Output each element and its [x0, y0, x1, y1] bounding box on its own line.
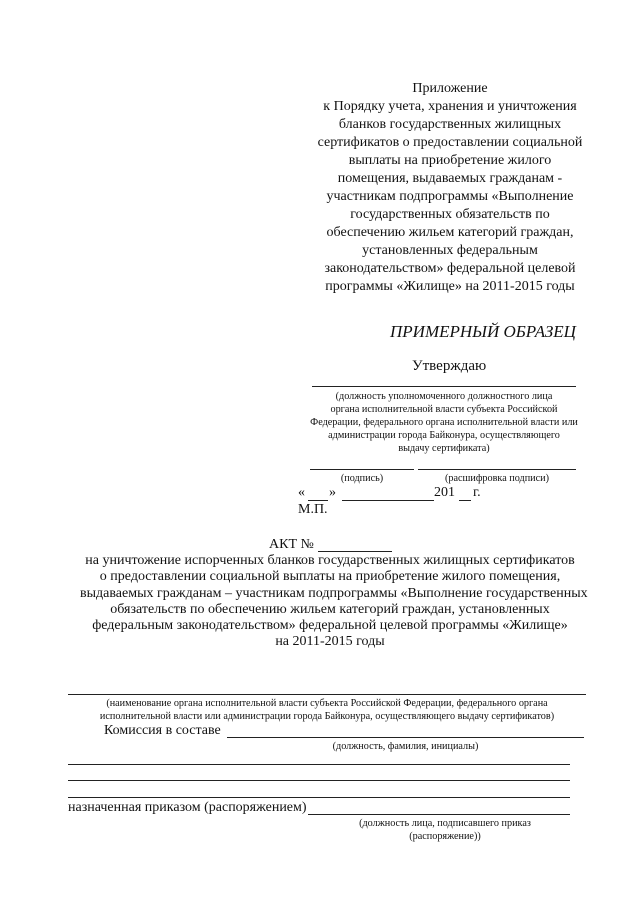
official-position-caption: (должность уполномоченного должностного лица органа исполнительной власти субъекта Российской Федерации, федерального органа исполнительной власти или администрации города Байконура, осуществляющего выдачу сертификата): [310, 391, 578, 454]
signature-line[interactable]: [310, 469, 414, 470]
date-day-line[interactable]: [308, 500, 328, 501]
appendix-line: установленных федеральным: [362, 243, 538, 258]
authority-name-line[interactable]: [68, 694, 586, 695]
date-year-suffix: г.: [473, 485, 481, 500]
commission-extra-line[interactable]: [68, 797, 570, 798]
appendix-line: программы «Жилище» на 2011-2015 годы: [325, 279, 575, 294]
commission-extra-line[interactable]: [68, 764, 570, 765]
commission-caption: (должность, фамилия, инициалы): [332, 741, 479, 752]
appendix-line: выплаты на приобретение жилого: [348, 153, 552, 168]
order-caption: (должность лица, подписавшего приказ (распоряжение)): [359, 818, 531, 842]
appendix-block: [300, 80, 600, 296]
commission-line[interactable]: [227, 737, 584, 738]
date-year-prefix: 201: [434, 485, 455, 500]
act-number-label: АКТ №: [269, 537, 314, 552]
date-month-line[interactable]: [342, 500, 434, 501]
appendix-line: к Порядку учета, хранения и уничтожения: [323, 99, 577, 114]
appendix-line: помещения, выдаваемых гражданам -: [337, 171, 563, 186]
date-open-quote: «: [298, 485, 305, 500]
appendix-line: государственных обязательств по: [350, 207, 550, 222]
authority-name-caption: (наименование органа исполнительной власти субъекта Российской Федерации, федерального органа исполнительной власти или администрации города Байконура, осуществляющего выдачу сертификатов): [99, 698, 555, 722]
act-number-line[interactable]: [318, 551, 392, 552]
order-label: назначенная приказом (распоряжением): [68, 800, 307, 815]
appendix-line: бланков государственных жилищных: [338, 117, 562, 132]
appendix-line: сертификатов о предоставлении социальной: [317, 135, 583, 150]
act-title: на уничтожение испорченных бланков государственных жилищных сертификатов о предоставлении социальной выплаты на приобретение жилого помещения, выдаваемых гражданам – участникам подпрограммы «Выполнение государственных обязательств по обеспечению жильем категорий граждан, установленных федеральным законодательством» федеральной целевой программы «Жилище» на 2011-2015 годы: [80, 553, 588, 650]
official-position-line[interactable]: [312, 386, 576, 387]
signature-decoding-caption: (расшифровка подписи): [445, 473, 549, 484]
sample-title: ПРИМЕРНЫЙ ОБРАЗЕЦ: [390, 322, 576, 341]
appendix-line: участникам подпрограммы «Выполнение: [326, 189, 574, 204]
appendix-line: Приложение: [412, 81, 488, 96]
commission-extra-line[interactable]: [68, 780, 570, 781]
approval-label: Утверждаю: [412, 358, 487, 374]
signature-decoding-line[interactable]: [418, 469, 576, 470]
seal-mark: М.П.: [298, 502, 328, 517]
appendix-line: законодательством» федеральной целевой: [324, 261, 576, 276]
date-year-line[interactable]: [459, 500, 471, 501]
date-close-quote: »: [329, 485, 336, 500]
order-line[interactable]: [308, 814, 570, 815]
commission-label: Комиссия в составе: [104, 723, 221, 738]
signature-caption: (подпись): [340, 473, 384, 484]
appendix-line: обеспечению жильем категорий граждан,: [326, 225, 574, 240]
